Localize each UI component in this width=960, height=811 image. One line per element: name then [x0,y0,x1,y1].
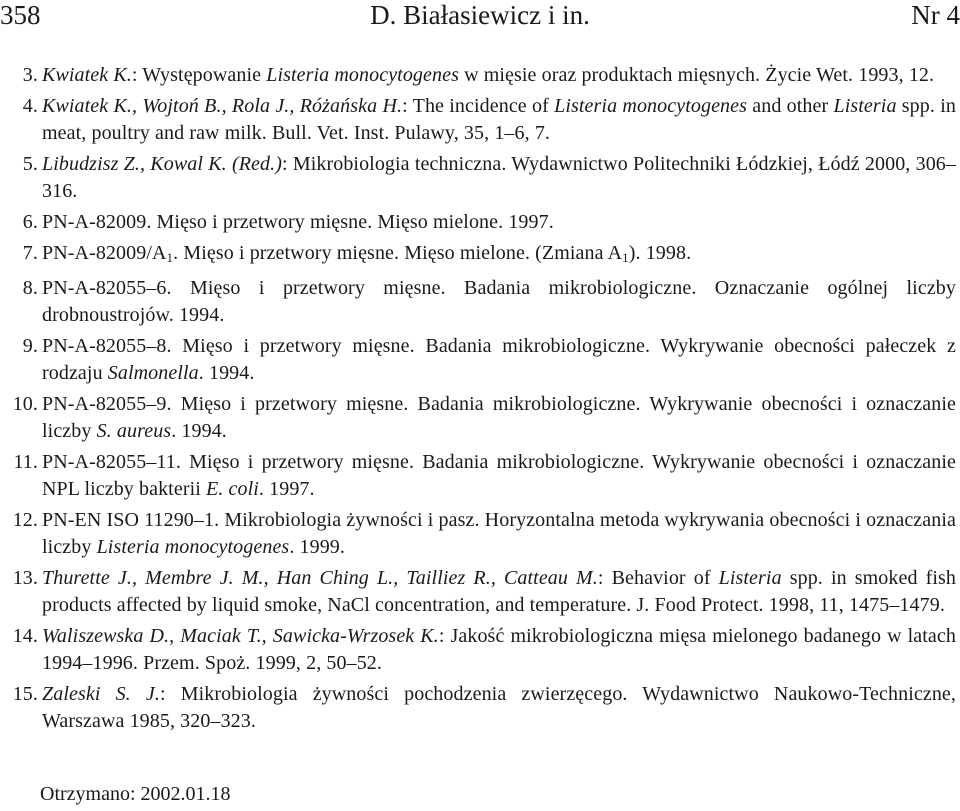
reference-item [0,240,960,271]
reference-italic-segment: Listeria monocytogenes [554,95,748,117]
reference-segment: : Występowanie [131,64,267,86]
reference-italic-segment: Salmonella [107,362,199,384]
reference-text [42,240,956,271]
reference-italic-segment: Kwiatek K. [42,64,132,86]
reference-item [0,209,960,236]
reference-segment: : The incidence of [402,95,555,117]
running-head-authors: D. Białasiewicz i in. [370,0,590,30]
reference-segment: PN-A-82055–9. Mięso i przetwory mięsne. Badania mikrobiologiczne. Wykrywanie obecności i oznaczanie liczby [42,393,956,442]
reference-italic-segment: Listeria [833,95,897,117]
reference-text [42,507,956,561]
reference-item [0,275,960,329]
reference-number: 15. [12,683,38,705]
reference-italic-segment: S. aureus [96,420,172,442]
reference-segment: PN-A-82055–11. Mięso i przetwory mięsne. Badania mikrobiologiczne. Wykrywanie obecności i oznaczanie NPL liczby bakterii [42,451,956,500]
reference-text [42,93,956,147]
reference-item [0,62,960,89]
reference-number: 9. [22,335,38,357]
reference-number: 12. [12,509,38,531]
reference-text [42,275,956,329]
subscript: 1 [166,250,174,265]
reference-number: 3. [22,64,38,86]
reference-text [42,391,956,445]
reference-text [42,209,956,236]
subscript: 1 [622,250,629,265]
reference-segment: PN-A-82009. Mięso i przetwory mięsne. Mięso mielone. 1997. [42,211,554,233]
reference-italic-segment: Listeria [718,567,782,589]
reference-segment: ). 1998. [628,242,692,264]
reference-italic-segment: Waliszewska D., Maciak T., Sawicka-Wrzosek K. [42,625,439,647]
reference-segment: PN-EN ISO 11290–1. Mikrobiologia żywności i pasz. Horyzontalna metoda wykrywania obecności i oznaczania liczby [42,509,956,558]
reference-italic-segment: Listeria monocytogenes [96,536,290,558]
reference-text [42,62,956,89]
reference-segment: PN-A-82009/A [42,242,167,264]
reference-number: 14. [12,625,38,647]
reference-number: 5. [22,153,38,175]
running-header [0,0,960,40]
reference-item [0,449,960,503]
reference-italic-segment: Listeria monocytogenes [266,64,459,86]
reference-item [0,507,960,561]
reference-segment: : Behavior of [597,567,719,589]
reference-segment: PN-A-82055–8. Mięso i przetwory mięsne. Badania mikrobiologiczne. Wykrywanie obecności pałeczek z rodzaju [42,335,956,384]
reference-segment: . 1997. [258,478,315,500]
reference-text [42,333,956,387]
reference-segment: spp. in meat, poultry and raw milk. Bull. Vet. Inst. Pulawy, 35, 1–6, 7. [42,95,956,144]
reference-segment: : Mikrobiologia techniczna. Wydawnictwo Politechniki Łódzkiej, Łódź 2000, 306–316. [42,153,956,202]
reference-text [42,681,956,735]
reference-item [0,681,960,735]
reference-number: 10. [12,393,38,415]
reference-item [0,391,960,445]
reference-segment: . 1994. [171,420,227,442]
reference-italic-segment: E. coli [206,478,259,500]
reference-segment: : Mikrobiologia żywności pochodzenia zwierzęcego. Wydawnictwo Naukowo-Techniczne, Warszawa 1985, 320–323. [42,683,956,732]
reference-item [0,565,960,619]
reference-segment: and other [747,95,834,117]
reference-number: 8. [22,277,38,299]
reference-italic-segment: Libudzisz Z., Kowal K. (Red.) [42,153,282,175]
reference-text [42,449,956,503]
reference-segment: PN-A-82055–6. Mięso i przetwory mięsne. Badania mikrobiologiczne. Oznaczanie ogólnej liczby drobnoustrojów. 1994. [42,277,956,326]
reference-segment: . 1999. [289,536,346,558]
reference-segment: w mięsie oraz produktach mięsnych. Życie Wet. 1993, 12. [458,64,935,86]
reference-number: 11. [13,451,38,473]
issue-number: Nr 4 [911,0,960,30]
received-date: Otrzymano: 2002.01.18 [40,783,231,805]
reference-italic-segment: Zaleski S. J. [42,683,160,705]
page-number: 358 [0,0,41,30]
reference-text [42,623,956,677]
reference-number: 7. [22,242,38,264]
reference-text [42,151,956,205]
reference-item [0,93,960,147]
reference-segment: . 1994. [198,362,255,384]
reference-list [0,62,960,739]
reference-text [42,565,956,619]
reference-italic-segment: Thurette J., Membre J. M., Han Ching L., Tailliez R., Catteau M. [42,567,598,589]
reference-segment: spp. in smoked fish products affected by liquid smoke, NaCl concentration, and temperature. J. Food Protect. 1998, 11, 1475–1479. [42,567,956,616]
reference-number: 6. [22,211,38,233]
reference-number: 4. [22,95,38,117]
reference-item [0,151,960,205]
reference-segment: . Mięso i przetwory mięsne. Mięso mielone. (Zmiana A [173,242,623,264]
reference-item [0,333,960,387]
reference-italic-segment: Kwiatek K., Wojtoń B., Rola J., Różańska H. [42,95,403,117]
reference-number: 13. [12,567,38,589]
reference-segment: : Jakość mikrobiologiczna mięsa mielonego badanego w latach 1994–1996. Przem. Spoż. 1999, 2, 50–52. [42,625,956,674]
reference-item [0,623,960,677]
